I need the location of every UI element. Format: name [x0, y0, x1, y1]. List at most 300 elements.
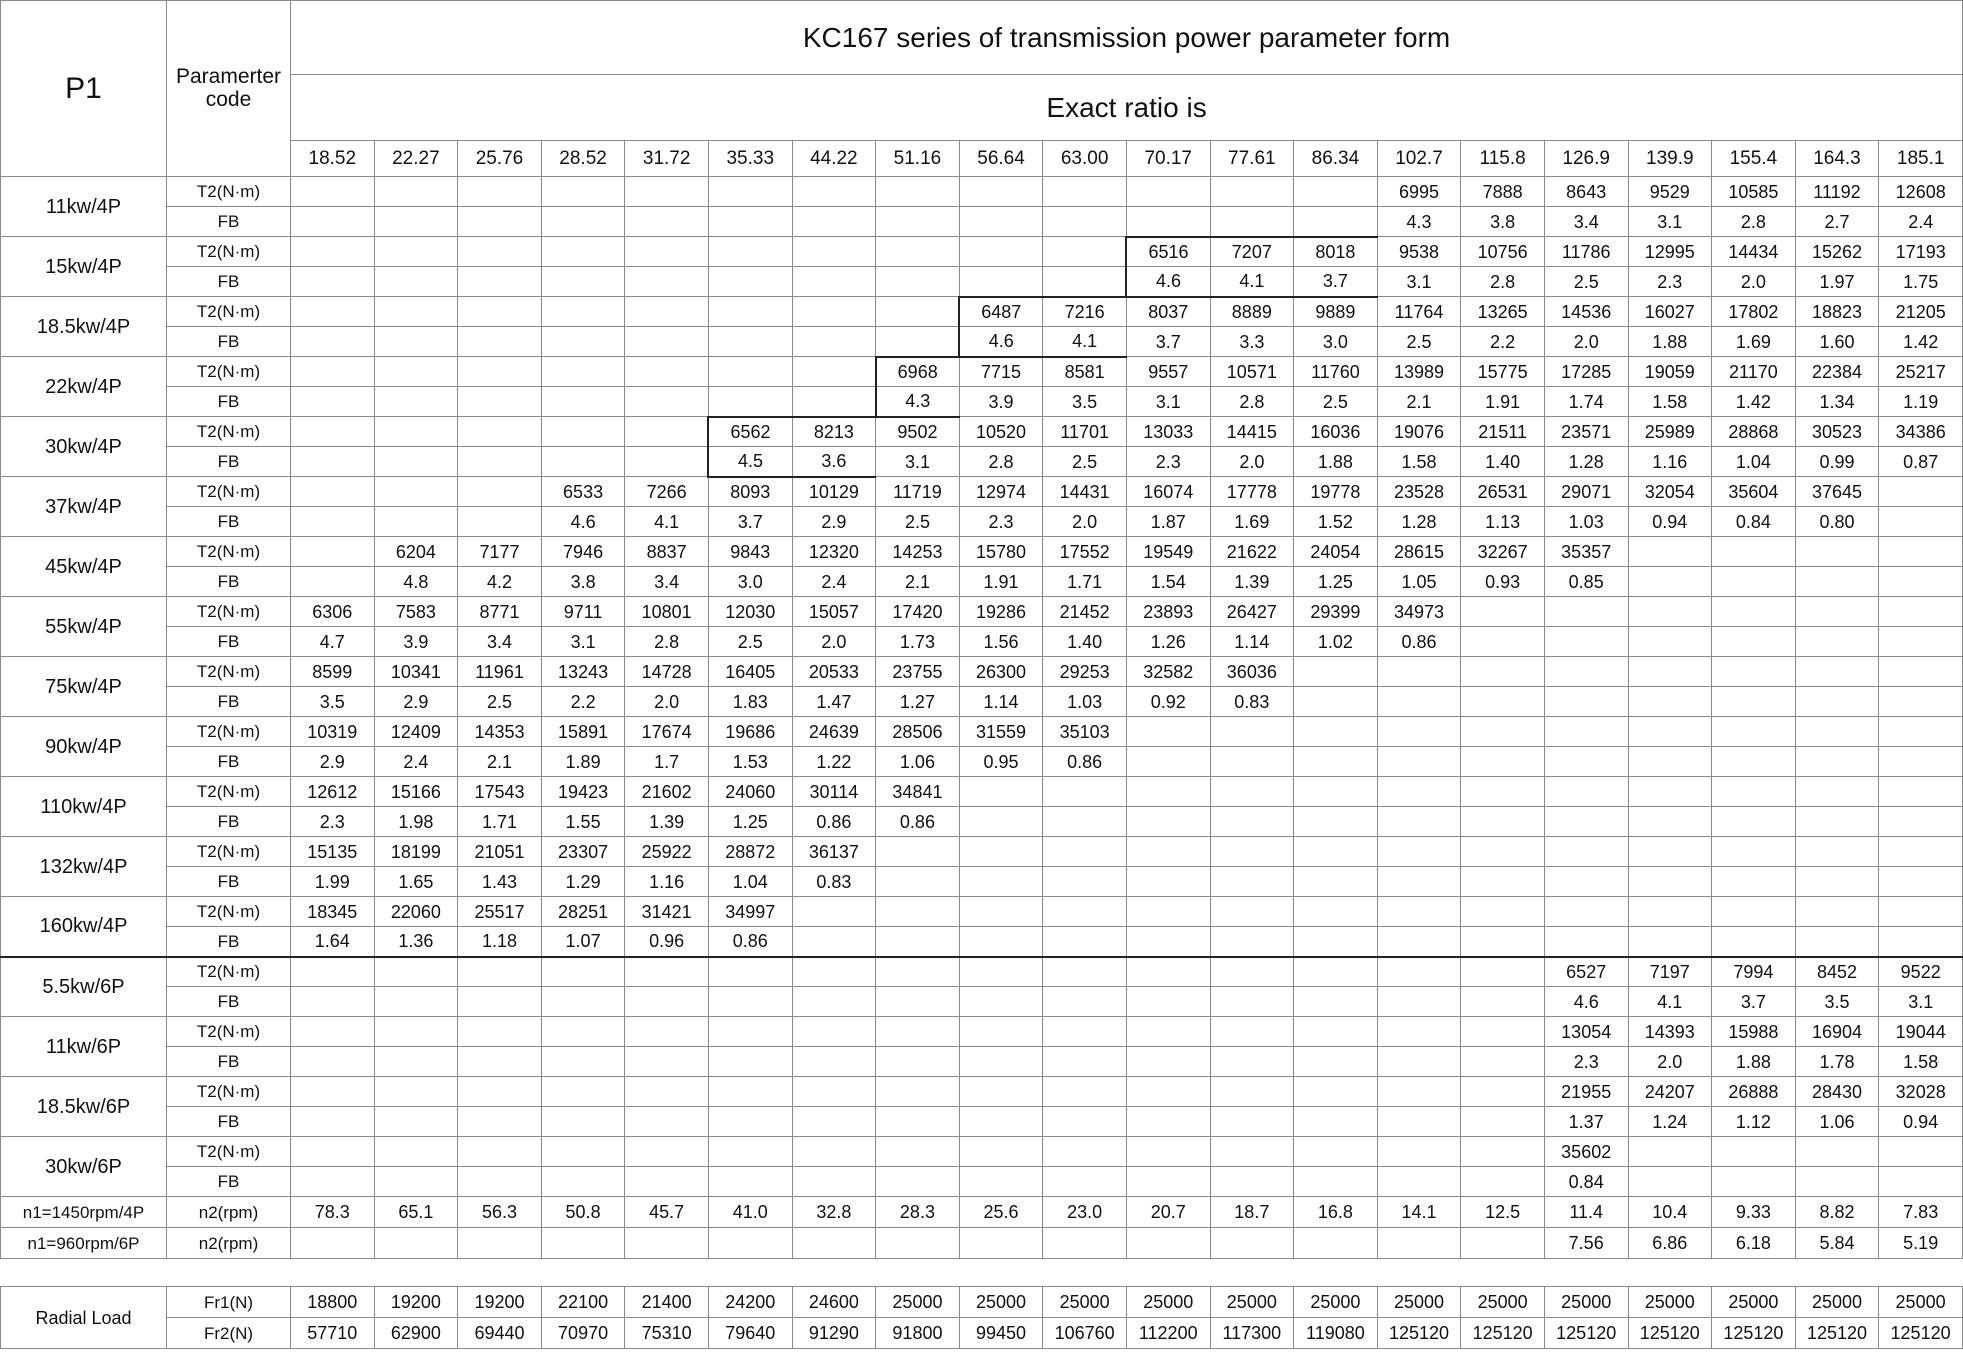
torque-cell: [291, 177, 375, 207]
radial-force-cell: 25000: [1461, 1287, 1545, 1318]
fb-cell: [1210, 987, 1294, 1017]
fb-cell: [1544, 627, 1628, 657]
torque-cell: [458, 957, 542, 987]
torque-cell: 17778: [1210, 477, 1294, 507]
fb-cell: 3.9: [374, 627, 458, 657]
fb-cell: 2.3: [1544, 1047, 1628, 1077]
torque-code-label: T2(N·m): [167, 1017, 291, 1047]
torque-cell: [1377, 1137, 1461, 1167]
radial-force-code: Fr1(N): [167, 1287, 291, 1318]
torque-cell: 16036: [1294, 417, 1378, 447]
torque-cell: [708, 177, 792, 207]
radial-force-cell: 24200: [708, 1287, 792, 1318]
torque-cell: 14353: [458, 717, 542, 747]
torque-cell: 30523: [1795, 417, 1879, 447]
fb-cell: 3.6: [792, 447, 876, 477]
torque-cell: 10571: [1210, 357, 1294, 387]
torque-code-label: T2(N·m): [167, 597, 291, 627]
torque-cell: 12612: [291, 777, 375, 807]
torque-cell: 6533: [541, 477, 625, 507]
radial-force-code: Fr2(N): [167, 1318, 291, 1349]
torque-cell: [1043, 897, 1127, 927]
fb-cell: [792, 927, 876, 957]
torque-cell: 10520: [959, 417, 1043, 447]
fb-code-label: FB: [167, 1107, 291, 1137]
torque-cell: [1712, 537, 1796, 567]
fb-cell: 3.1: [1628, 207, 1712, 237]
torque-cell: 11192: [1795, 177, 1879, 207]
torque-cell: [1712, 837, 1796, 867]
fb-cell: 4.6: [959, 327, 1043, 357]
radial-force-cell: 25000: [1043, 1287, 1127, 1318]
fb-cell: [876, 1047, 960, 1077]
torque-cell: [876, 1017, 960, 1047]
fb-cell: 4.6: [1544, 987, 1628, 1017]
torque-cell: [1544, 657, 1628, 687]
fb-cell: [1210, 1047, 1294, 1077]
fb-cell: 3.4: [625, 567, 709, 597]
fb-cell: 0.87: [1879, 447, 1963, 477]
torque-cell: 13265: [1461, 297, 1545, 327]
fb-cell: [1210, 747, 1294, 777]
fb-cell: [1795, 687, 1879, 717]
fb-cell: 2.2: [541, 687, 625, 717]
fb-cell: 1.83: [708, 687, 792, 717]
fb-cell: [959, 1167, 1043, 1197]
torque-cell: 24060: [708, 777, 792, 807]
torque-cell: [1879, 837, 1963, 867]
fb-cell: [291, 1107, 375, 1137]
fb-cell: 2.3: [1126, 447, 1210, 477]
torque-cell: [1377, 657, 1461, 687]
fb-cell: 2.9: [291, 747, 375, 777]
fb-cell: [458, 507, 542, 537]
torque-cell: 34841: [876, 777, 960, 807]
ratio-header: 25.76: [458, 141, 542, 177]
torque-cell: [1294, 777, 1378, 807]
fb-cell: [1712, 687, 1796, 717]
fb-cell: [541, 327, 625, 357]
fb-cell: [625, 267, 709, 297]
fb-cell: 2.8: [1712, 207, 1796, 237]
fb-code-label: FB: [167, 567, 291, 597]
torque-cell: [792, 1017, 876, 1047]
fb-cell: [625, 207, 709, 237]
ratio-header: 102.7: [1377, 141, 1461, 177]
torque-cell: [1210, 717, 1294, 747]
torque-cell: [1210, 837, 1294, 867]
fb-cell: 1.04: [1712, 447, 1796, 477]
torque-cell: [959, 1017, 1043, 1047]
fb-cell: 4.2: [458, 567, 542, 597]
output-speed-cell: 56.3: [458, 1197, 542, 1228]
torque-cell: [792, 177, 876, 207]
torque-code-label: T2(N·m): [167, 957, 291, 987]
radial-force-cell: 25000: [1210, 1287, 1294, 1318]
fb-cell: 0.93: [1461, 567, 1545, 597]
fb-cell: [1879, 1167, 1963, 1197]
torque-cell: 34386: [1879, 417, 1963, 447]
ratio-header: 86.34: [1294, 141, 1378, 177]
torque-cell: [876, 897, 960, 927]
fb-cell: 1.12: [1712, 1107, 1796, 1137]
fb-cell: 1.88: [1712, 1047, 1796, 1077]
fb-cell: 3.4: [458, 627, 542, 657]
fb-cell: 2.3: [1628, 267, 1712, 297]
torque-cell: 6968: [876, 357, 960, 387]
fb-cell: [1461, 867, 1545, 897]
fb-cell: [625, 447, 709, 477]
fb-cell: [876, 1167, 960, 1197]
torque-cell: [1043, 837, 1127, 867]
fb-cell: [1126, 747, 1210, 777]
torque-cell: 35103: [1043, 717, 1127, 747]
torque-cell: [541, 237, 625, 267]
fb-cell: [1461, 987, 1545, 1017]
output-speed-cell: [876, 1228, 960, 1259]
power-label: 75kw/4P: [1, 657, 167, 717]
fb-cell: [458, 267, 542, 297]
fb-cell: 1.54: [1126, 567, 1210, 597]
torque-cell: 19059: [1628, 357, 1712, 387]
torque-cell: [291, 957, 375, 987]
ratio-header: 31.72: [625, 141, 709, 177]
torque-cell: [458, 177, 542, 207]
fb-cell: [1544, 687, 1628, 717]
fb-cell: [959, 807, 1043, 837]
torque-cell: [1461, 717, 1545, 747]
fb-cell: [1628, 867, 1712, 897]
fb-cell: [1126, 987, 1210, 1017]
torque-cell: [1210, 777, 1294, 807]
torque-cell: [374, 417, 458, 447]
torque-cell: 25517: [458, 897, 542, 927]
fb-cell: 1.34: [1795, 387, 1879, 417]
torque-cell: [1377, 837, 1461, 867]
fb-cell: 2.3: [291, 807, 375, 837]
fb-cell: [374, 1167, 458, 1197]
fb-cell: 1.22: [792, 747, 876, 777]
fb-code-label: FB: [167, 207, 291, 237]
fb-cell: [291, 387, 375, 417]
torque-cell: 14393: [1628, 1017, 1712, 1047]
torque-cell: [1126, 777, 1210, 807]
fb-cell: 4.1: [1210, 267, 1294, 297]
fb-code-label: FB: [167, 747, 291, 777]
torque-cell: [1461, 1077, 1545, 1107]
fb-cell: [541, 1047, 625, 1077]
torque-cell: [458, 417, 542, 447]
fb-cell: [1126, 1047, 1210, 1077]
fb-cell: 1.56: [959, 627, 1043, 657]
torque-cell: 23307: [541, 837, 625, 867]
torque-cell: [959, 837, 1043, 867]
torque-cell: [876, 837, 960, 867]
torque-cell: 32028: [1879, 1077, 1963, 1107]
ratio-header: 139.9: [1628, 141, 1712, 177]
output-speed-cell: 23.0: [1043, 1197, 1127, 1228]
torque-cell: 30114: [792, 777, 876, 807]
output-speed-cell: 20.7: [1126, 1197, 1210, 1228]
torque-code-label: T2(N·m): [167, 837, 291, 867]
torque-cell: 9538: [1377, 237, 1461, 267]
fb-cell: 1.69: [1712, 327, 1796, 357]
torque-cell: 24054: [1294, 537, 1378, 567]
fb-cell: [1544, 807, 1628, 837]
output-speed-cell: [541, 1228, 625, 1259]
fb-cell: [1294, 1107, 1378, 1137]
fb-cell: 4.6: [541, 507, 625, 537]
torque-cell: [1126, 177, 1210, 207]
fb-cell: 1.89: [541, 747, 625, 777]
fb-cell: [959, 207, 1043, 237]
torque-cell: 6487: [959, 297, 1043, 327]
torque-cell: [625, 957, 709, 987]
fb-cell: 3.1: [1377, 267, 1461, 297]
fb-code-label: FB: [167, 447, 291, 477]
fb-cell: 2.5: [1544, 267, 1628, 297]
torque-cell: [374, 357, 458, 387]
power-label: 45kw/4P: [1, 537, 167, 597]
radial-force-cell: 25000: [1795, 1287, 1879, 1318]
torque-cell: 19286: [959, 597, 1043, 627]
fb-cell: [1043, 987, 1127, 1017]
torque-cell: [1210, 1137, 1294, 1167]
torque-cell: 26888: [1712, 1077, 1796, 1107]
output-speed-cell: 32.8: [792, 1197, 876, 1228]
fb-cell: 1.16: [625, 867, 709, 897]
fb-cell: [291, 1167, 375, 1197]
torque-cell: 13989: [1377, 357, 1461, 387]
fb-cell: [959, 987, 1043, 1017]
torque-cell: [1126, 717, 1210, 747]
torque-cell: 8599: [291, 657, 375, 687]
fb-cell: [876, 867, 960, 897]
fb-code-label: FB: [167, 327, 291, 357]
ratio-header: 63.00: [1043, 141, 1127, 177]
fb-cell: [374, 987, 458, 1017]
fb-cell: 1.36: [374, 927, 458, 957]
radial-force-cell: 125120: [1879, 1318, 1963, 1349]
fb-cell: [1461, 807, 1545, 837]
fb-cell: 3.5: [1795, 987, 1879, 1017]
fb-cell: 4.6: [1126, 267, 1210, 297]
torque-cell: 14253: [876, 537, 960, 567]
fb-cell: 1.25: [708, 807, 792, 837]
torque-cell: [1712, 717, 1796, 747]
fb-cell: [959, 927, 1043, 957]
output-speed-cell: [792, 1228, 876, 1259]
torque-cell: 17193: [1879, 237, 1963, 267]
ratio-header: 115.8: [1461, 141, 1545, 177]
output-speed-cell: 45.7: [625, 1197, 709, 1228]
power-label: 11kw/6P: [1, 1017, 167, 1077]
torque-cell: [1294, 1077, 1378, 1107]
torque-cell: 10319: [291, 717, 375, 747]
torque-cell: [1712, 657, 1796, 687]
torque-code-label: T2(N·m): [167, 417, 291, 447]
torque-cell: 19423: [541, 777, 625, 807]
fb-cell: [1377, 687, 1461, 717]
torque-cell: [1544, 597, 1628, 627]
fb-cell: [291, 267, 375, 297]
fb-cell: [1377, 1047, 1461, 1077]
radial-force-cell: 25000: [1126, 1287, 1210, 1318]
fb-cell: [1795, 807, 1879, 837]
fb-code-label: FB: [167, 867, 291, 897]
fb-cell: [1879, 867, 1963, 897]
fb-cell: 1.28: [1544, 447, 1628, 477]
torque-cell: 11786: [1544, 237, 1628, 267]
torque-cell: 17802: [1712, 297, 1796, 327]
fb-cell: 3.7: [1294, 267, 1378, 297]
fb-cell: 0.99: [1795, 447, 1879, 477]
torque-cell: 28872: [708, 837, 792, 867]
torque-code-label: T2(N·m): [167, 177, 291, 207]
torque-cell: [1043, 1077, 1127, 1107]
torque-cell: 7266: [625, 477, 709, 507]
torque-cell: 7888: [1461, 177, 1545, 207]
fb-cell: [374, 327, 458, 357]
torque-cell: [1628, 657, 1712, 687]
fb-cell: [458, 987, 542, 1017]
fb-cell: [1628, 747, 1712, 777]
power-label: 110kw/4P: [1, 777, 167, 837]
fb-cell: [1795, 627, 1879, 657]
torque-cell: 7177: [458, 537, 542, 567]
fb-code-label: FB: [167, 687, 291, 717]
torque-cell: [1628, 717, 1712, 747]
fb-cell: 1.74: [1544, 387, 1628, 417]
fb-cell: [1377, 927, 1461, 957]
torque-cell: [1210, 897, 1294, 927]
fb-cell: 1.16: [1628, 447, 1712, 477]
torque-cell: [1126, 1137, 1210, 1167]
fb-cell: 2.8: [625, 627, 709, 657]
torque-cell: 17674: [625, 717, 709, 747]
torque-cell: [1879, 597, 1963, 627]
fb-cell: [1210, 207, 1294, 237]
torque-cell: [708, 1017, 792, 1047]
fb-cell: [458, 207, 542, 237]
torque-cell: 29071: [1544, 477, 1628, 507]
fb-cell: 1.43: [458, 867, 542, 897]
fb-cell: 2.4: [374, 747, 458, 777]
fb-cell: 2.1: [1377, 387, 1461, 417]
fb-cell: 2.8: [1461, 267, 1545, 297]
fb-cell: 1.40: [1461, 447, 1545, 477]
fb-cell: [1126, 807, 1210, 837]
fb-cell: 2.0: [1043, 507, 1127, 537]
fb-cell: [876, 327, 960, 357]
fb-cell: [1628, 1167, 1712, 1197]
radial-force-cell: 119080: [1294, 1318, 1378, 1349]
torque-cell: [1043, 177, 1127, 207]
radial-force-cell: 125120: [1544, 1318, 1628, 1349]
fb-cell: [541, 1167, 625, 1197]
radial-force-cell: 57710: [291, 1318, 375, 1349]
fb-cell: 0.94: [1628, 507, 1712, 537]
torque-cell: [291, 237, 375, 267]
output-speed-cell: [1294, 1228, 1378, 1259]
torque-cell: 23755: [876, 657, 960, 687]
torque-cell: [1043, 777, 1127, 807]
torque-cell: [959, 897, 1043, 927]
torque-cell: 9502: [876, 417, 960, 447]
torque-cell: 28615: [1377, 537, 1461, 567]
torque-cell: 16904: [1795, 1017, 1879, 1047]
torque-cell: 11961: [458, 657, 542, 687]
fb-cell: 4.7: [291, 627, 375, 657]
output-speed-cell: [1377, 1228, 1461, 1259]
fb-cell: [1628, 807, 1712, 837]
fb-cell: [1795, 747, 1879, 777]
torque-cell: [708, 957, 792, 987]
torque-cell: 25922: [625, 837, 709, 867]
fb-cell: 1.13: [1461, 507, 1545, 537]
output-speed-cell: 6.86: [1628, 1228, 1712, 1259]
torque-code-label: T2(N·m): [167, 657, 291, 687]
fb-cell: [541, 1107, 625, 1137]
torque-cell: 8093: [708, 477, 792, 507]
fb-cell: [876, 1107, 960, 1137]
torque-cell: 15262: [1795, 237, 1879, 267]
torque-cell: 6516: [1126, 237, 1210, 267]
torque-cell: 23528: [1377, 477, 1461, 507]
torque-cell: 35602: [1544, 1137, 1628, 1167]
torque-cell: 8771: [458, 597, 542, 627]
fb-cell: 2.0: [792, 627, 876, 657]
torque-cell: [876, 957, 960, 987]
fb-cell: [1377, 1167, 1461, 1197]
fb-cell: 2.9: [792, 507, 876, 537]
torque-cell: [1043, 957, 1127, 987]
torque-cell: 24639: [792, 717, 876, 747]
fb-cell: [1043, 927, 1127, 957]
power-label: 5.5kw/6P: [1, 957, 167, 1017]
fb-cell: 0.83: [1210, 687, 1294, 717]
radial-force-cell: 106760: [1043, 1318, 1127, 1349]
torque-cell: [1461, 777, 1545, 807]
torque-cell: 26427: [1210, 597, 1294, 627]
torque-cell: 19686: [708, 717, 792, 747]
fb-cell: [1879, 807, 1963, 837]
torque-cell: 29253: [1043, 657, 1127, 687]
fb-cell: 1.03: [1544, 507, 1628, 537]
torque-cell: 10756: [1461, 237, 1545, 267]
output-speed-cell: 78.3: [291, 1197, 375, 1228]
torque-cell: 23571: [1544, 417, 1628, 447]
fb-cell: 2.5: [1294, 387, 1378, 417]
fb-cell: 0.95: [959, 747, 1043, 777]
fb-cell: 1.40: [1043, 627, 1127, 657]
torque-cell: [708, 1077, 792, 1107]
torque-cell: [792, 297, 876, 327]
fb-cell: [708, 267, 792, 297]
fb-cell: [541, 987, 625, 1017]
fb-cell: [1210, 867, 1294, 897]
radial-force-cell: 22100: [541, 1287, 625, 1318]
fb-cell: 1.42: [1712, 387, 1796, 417]
torque-cell: 13243: [541, 657, 625, 687]
torque-cell: [374, 477, 458, 507]
fb-cell: 0.84: [1712, 507, 1796, 537]
fb-cell: [708, 387, 792, 417]
power-label: 160kw/4P: [1, 897, 167, 957]
torque-cell: [1377, 777, 1461, 807]
fb-cell: [1879, 507, 1963, 537]
output-speed-cell: [1126, 1228, 1210, 1259]
